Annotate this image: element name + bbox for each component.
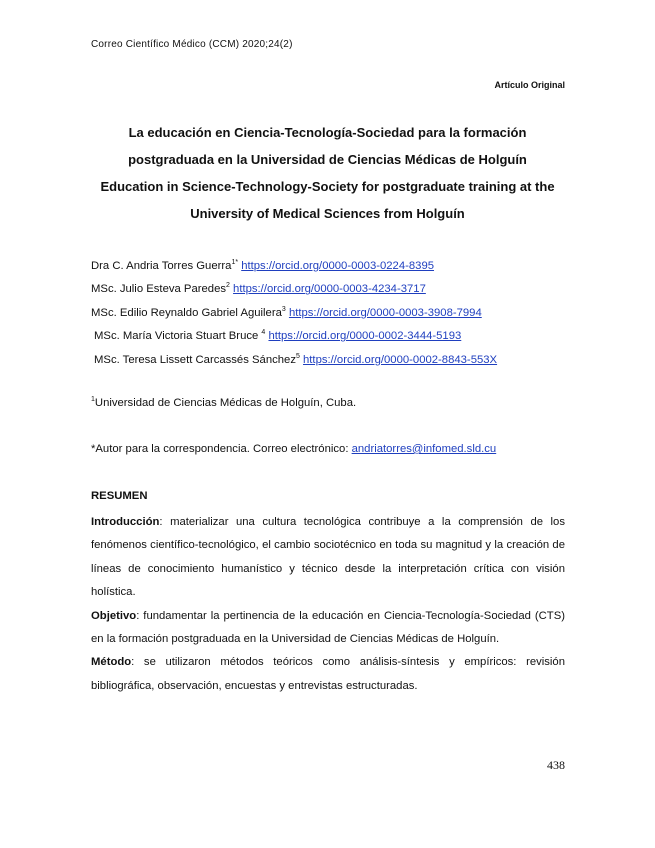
introduction-label: Introducción <box>91 516 160 528</box>
orcid-link[interactable]: https://orcid.org/0000-0002-8843-553X <box>303 353 498 366</box>
method-label: Método <box>91 656 132 669</box>
author-2 <box>91 278 497 301</box>
author-name: MSc. Julio Esteva Paredes <box>91 283 226 296</box>
author-superscript: 1* <box>231 259 239 267</box>
method-text: : se utilizaron métodos teóricos como análisis-síntesis y empíricos: revisión bibliográfica, observación, encuestas y entrevistas estructuradas. <box>91 656 565 692</box>
correspondence <box>91 443 496 455</box>
author-1 <box>91 255 497 278</box>
title-es-line-1: La educación en Ciencia-Tecnología-Sociedad para la formación <box>128 125 527 140</box>
author-list <box>91 255 497 372</box>
author-4 <box>91 325 497 348</box>
abstract-method <box>91 651 565 698</box>
author-name: MSc. Teresa Lissett Carcassés Sánchez <box>94 353 296 366</box>
author-superscript: 2 <box>226 282 230 290</box>
author-name: Dra C. Andria Torres Guerra <box>91 260 232 272</box>
title-en-line-2: University of Medical Sciences from Holguín <box>190 206 465 221</box>
author-3 <box>91 302 497 325</box>
abstract-introduction <box>91 511 565 605</box>
author-name: MSc. Edilio Reynaldo Gabriel Aguilera <box>91 306 282 319</box>
orcid-link[interactable]: https://orcid.org/0000-0003-4234-3717 <box>233 283 426 296</box>
author-5 <box>91 349 497 372</box>
article-titles <box>60 119 595 227</box>
objective-label: Objetivo <box>91 609 137 622</box>
author-superscript: 5 <box>295 352 300 360</box>
introduction-text: : materializar una cultura tecnológica contribuye a la comprensión de los fenómenos científico-tecnológico, el cambio sociotécnico en toda su magnitud y la creación de líneas de conocimiento humanístico y técnico desde la interpretación crítica con visión holística. <box>91 516 565 599</box>
orcid-link[interactable]: https://orcid.org/0000-0002-3444-5193 <box>268 330 462 343</box>
author-name: MSc. María Victoria Stuart Bruce <box>94 330 259 343</box>
page-number: 438 <box>547 758 565 772</box>
article-type-label: Artículo Original <box>494 80 565 90</box>
abstract-heading: RESUMEN <box>91 490 148 502</box>
orcid-link[interactable]: https://orcid.org/0000-0003-3908-7994 <box>288 306 482 319</box>
affiliation-superscript: 1 <box>91 396 95 404</box>
correspondence-email-link[interactable]: andriatorres@infomed.sld.cu <box>351 443 497 455</box>
correspondence-label: *Autor para la correspondencia. Correo electrónico: <box>91 443 352 455</box>
affiliation-text: Universidad de Ciencias Médicas de Holguín, Cuba. <box>94 397 357 409</box>
journal-header: Correo Científico Médico (CCM) 2020;24(2) <box>91 39 293 50</box>
abstract-body <box>91 511 565 698</box>
author-superscript: 4 <box>261 329 266 337</box>
author-superscript: 3 <box>281 306 286 314</box>
title-es-line-2: postgraduada en la Universidad de Ciencias Médicas de Holguín <box>128 152 527 167</box>
affiliation <box>91 397 356 409</box>
objective-text: : fundamentar la pertinencia de la educación en Ciencia-Tecnología-Sociedad (CTS) en la formación postgraduada en la Universidad de Ciencias Médicas de Holguín. <box>91 609 565 646</box>
abstract-objective <box>91 605 565 652</box>
orcid-link[interactable]: https://orcid.org/0000-0003-0224-8395 <box>241 260 435 272</box>
title-en-line-1: Education in Science-Technology-Society for postgraduate training at the <box>100 179 555 194</box>
